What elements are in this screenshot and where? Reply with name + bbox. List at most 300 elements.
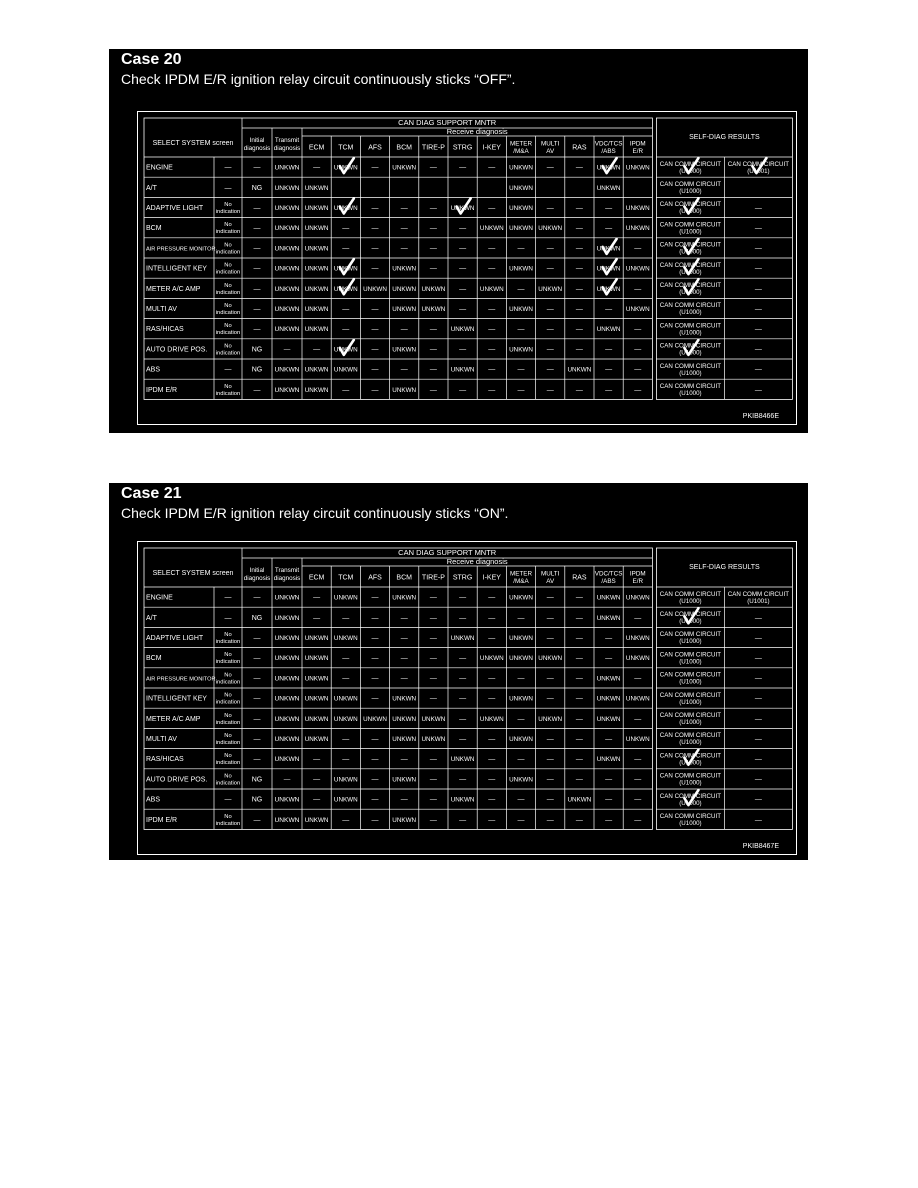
receive-diagnosis-value: — xyxy=(488,635,496,642)
transmit-diagnosis-value: UNKWN xyxy=(274,675,300,683)
system-name: METER A/C AMP xyxy=(146,715,201,723)
system-name: RAS/HICAS xyxy=(146,326,184,334)
receive-diagnosis-value: — xyxy=(546,796,554,804)
self-diag-result: CAN COMM CIRCUIT xyxy=(659,201,721,209)
receive-diagnosis-value: UNKWN xyxy=(392,776,417,784)
self-diag-result: (U1000) xyxy=(679,248,702,256)
no-indication-label: — xyxy=(224,164,232,172)
self-diag-result: CAN COMM CIRCUIT xyxy=(659,261,721,269)
no-indication-label: No xyxy=(224,712,232,719)
receive-diagnosis-value: UNKWN xyxy=(596,756,621,764)
receive-diagnosis-value: — xyxy=(371,245,379,253)
transmit-diagnosis-header: diagnosis xyxy=(273,575,301,583)
receive-column-header: METER xyxy=(509,140,533,148)
initial-diagnosis-value: — xyxy=(253,655,261,663)
receive-diagnosis-value: — xyxy=(371,776,379,784)
receive-diagnosis-value: — xyxy=(429,245,437,253)
self-diag-result: CAN COMM CIRCUIT xyxy=(659,590,721,598)
receive-diagnosis-value: UNKWN xyxy=(333,635,358,642)
receive-diagnosis-value: — xyxy=(313,164,321,172)
receive-diagnosis-value: UNKWN xyxy=(596,326,621,334)
receive-diagnosis-value: UNKWN xyxy=(363,715,387,723)
receive-diagnosis-value: — xyxy=(517,326,525,334)
receive-diagnosis-value: — xyxy=(575,245,583,253)
receive-diagnosis-value: — xyxy=(546,346,554,354)
receive-diagnosis-value: — xyxy=(429,635,437,642)
system-name: METER A/C AMP xyxy=(146,285,201,293)
receive-diagnosis-value: — xyxy=(575,594,583,602)
receive-diagnosis-value: — xyxy=(459,695,467,703)
receive-diagnosis-value: UNKWN xyxy=(479,225,504,233)
receive-diagnosis-value: — xyxy=(575,326,583,334)
no-indication-label: No xyxy=(224,733,232,740)
receive-diagnosis-value: — xyxy=(371,756,379,764)
receive-diagnosis-value: — xyxy=(459,346,467,354)
initial-diagnosis-value: NG xyxy=(251,614,263,622)
self-diag-result: — xyxy=(754,285,762,293)
receive-diagnosis-value: — xyxy=(371,816,379,824)
receive-diagnosis-value: — xyxy=(371,306,379,313)
receive-diagnosis-value: — xyxy=(575,756,583,764)
receive-diagnosis-value: — xyxy=(342,655,350,663)
system-name: INTELLIGENT KEY xyxy=(146,695,207,703)
no-indication-label: — xyxy=(224,594,232,602)
self-diag-result: CAN COMM CIRCUIT xyxy=(659,160,721,168)
receive-diagnosis-value: — xyxy=(342,756,350,764)
receive-column-header: BCM xyxy=(396,144,412,152)
receive-diagnosis-value: — xyxy=(488,245,496,253)
self-diag-result: — xyxy=(754,366,762,374)
receive-diagnosis-value: — xyxy=(459,736,467,743)
no-indication-label: indication xyxy=(215,209,241,216)
receive-diagnosis-value: — xyxy=(429,675,437,683)
receive-diagnosis-value: UNKWN xyxy=(333,265,358,273)
receive-diagnosis-value: UNKWN xyxy=(333,796,358,804)
receive-diagnosis-value: — xyxy=(400,796,408,804)
select-system-header: SELECT SYSTEM screen xyxy=(152,570,234,577)
system-name: AUTO DRIVE POS. xyxy=(146,346,208,354)
initial-diagnosis-value: — xyxy=(253,635,261,642)
initial-diagnosis-value: — xyxy=(253,306,261,313)
self-diag-result: CAN COMM CIRCUIT xyxy=(727,590,789,598)
initial-diagnosis-value: — xyxy=(253,265,261,273)
receive-diagnosis-value: — xyxy=(575,655,583,663)
receive-diagnosis-value: — xyxy=(488,306,496,313)
no-indication-label: No xyxy=(224,753,232,760)
receive-diagnosis-value: — xyxy=(546,265,554,273)
receive-diagnosis-value: — xyxy=(342,386,350,394)
receive-diagnosis-value: — xyxy=(342,675,350,683)
receive-diagnosis-value: — xyxy=(342,614,350,622)
receive-diagnosis-value: UNKWN xyxy=(392,594,417,602)
receive-diagnosis-value: — xyxy=(634,366,642,374)
receive-diagnosis-value: — xyxy=(371,326,379,334)
system-name: BCM xyxy=(146,655,162,663)
self-diag-result: (U1000) xyxy=(679,389,702,397)
receive-diagnosis-value: — xyxy=(517,715,525,723)
receive-diagnosis-value: — xyxy=(371,635,379,642)
receive-diagnosis-value: UNKWN xyxy=(625,635,650,642)
receive-diagnosis-value: UNKWN xyxy=(304,265,329,273)
system-name: A/T xyxy=(146,184,157,192)
receive-diagnosis-value: — xyxy=(634,346,642,354)
system-name: AUTO DRIVE POS. xyxy=(146,776,208,784)
self-diag-result: CAN COMM CIRCUIT xyxy=(659,711,721,719)
system-name: BCM xyxy=(146,225,162,233)
self-diag-result: — xyxy=(754,326,762,334)
no-indication-label: No xyxy=(224,383,232,390)
self-diag-result: CAN COMM CIRCUIT xyxy=(659,691,721,699)
receive-diagnosis-value: — xyxy=(605,306,613,313)
receive-diagnosis-value: UNKWN xyxy=(304,386,329,394)
self-diag-result: — xyxy=(754,715,762,723)
initial-diagnosis-header: diagnosis xyxy=(243,145,271,153)
no-indication-label: No xyxy=(224,262,232,269)
receive-diagnosis-value: UNKWN xyxy=(509,655,533,663)
no-indication-label: indication xyxy=(215,310,241,317)
receive-diagnosis-value: — xyxy=(546,594,554,602)
no-indication-label: No xyxy=(224,652,232,659)
system-name: MULTI AV xyxy=(146,306,177,313)
receive-diagnosis-value: — xyxy=(429,366,437,374)
self-diag-result: CAN COMM CIRCUIT xyxy=(659,322,721,330)
receive-diagnosis-value: — xyxy=(488,796,496,804)
receive-diagnosis-value: UNKWN xyxy=(392,816,417,824)
receive-diagnosis-value: UNKWN xyxy=(392,265,417,273)
receive-column-header: /M&A xyxy=(513,147,529,155)
no-indication-label: indication xyxy=(215,659,241,666)
receive-diagnosis-value: UNKWN xyxy=(509,225,533,233)
receive-diagnosis-value: UNKWN xyxy=(421,736,446,743)
receive-column-header: ECM xyxy=(308,574,325,582)
receive-diagnosis-value: — xyxy=(459,265,467,273)
receive-diagnosis-value: — xyxy=(517,245,525,253)
receive-diagnosis-value: — xyxy=(575,614,583,622)
transmit-diagnosis-header: diagnosis xyxy=(273,145,301,153)
receive-diagnosis-value: UNKWN xyxy=(304,366,329,374)
receive-diagnosis-value: — xyxy=(429,655,437,663)
self-diag-result: — xyxy=(754,695,762,703)
receive-column-header: E/R xyxy=(632,577,644,585)
receive-diagnosis-value: — xyxy=(313,594,321,602)
receive-diagnosis-value: — xyxy=(459,655,467,663)
self-diag-result: CAN COMM CIRCUIT xyxy=(659,671,721,679)
can-diag-header: CAN DIAG SUPPORT MNTR xyxy=(398,118,497,127)
initial-diagnosis-header: diagnosis xyxy=(243,575,271,583)
initial-diagnosis-value: — xyxy=(253,594,261,602)
receive-diagnosis-value: — xyxy=(546,306,554,313)
can-diag-screen xyxy=(137,541,797,855)
transmit-diagnosis-header: Transmit xyxy=(274,137,300,145)
self-diag-result: CAN COMM CIRCUIT xyxy=(659,772,721,780)
receive-diagnosis-header: Receive diagnosis xyxy=(446,127,508,136)
receive-diagnosis-value: UNKWN xyxy=(596,245,621,253)
receive-diagnosis-value: UNKWN xyxy=(421,715,446,723)
receive-diagnosis-value: UNKWN xyxy=(392,736,417,743)
receive-diagnosis-value: — xyxy=(575,715,583,723)
initial-diagnosis-value: — xyxy=(253,164,261,172)
receive-diagnosis-value: — xyxy=(605,796,613,804)
receive-diagnosis-value: — xyxy=(459,386,467,394)
receive-diagnosis-value: — xyxy=(371,736,379,743)
receive-diagnosis-value: — xyxy=(459,164,467,172)
receive-diagnosis-value: — xyxy=(429,205,437,212)
receive-diagnosis-value: UNKWN xyxy=(450,635,475,642)
transmit-diagnosis-value: UNKWN xyxy=(274,614,300,622)
receive-diagnosis-value: UNKWN xyxy=(333,695,358,703)
receive-diagnosis-value: — xyxy=(429,614,437,622)
receive-column-header: AV xyxy=(546,577,555,585)
initial-diagnosis-value: NG xyxy=(251,346,263,354)
receive-column-header: AFS xyxy=(368,574,382,582)
self-diag-header: SELF-DIAG RESULTS xyxy=(689,564,760,571)
receive-diagnosis-value: — xyxy=(546,816,554,824)
receive-diagnosis-value: — xyxy=(546,205,554,212)
receive-column-header: RAS xyxy=(572,574,587,582)
receive-diagnosis-value: — xyxy=(634,326,642,334)
receive-diagnosis-value: — xyxy=(634,756,642,764)
no-indication-label: indication xyxy=(215,350,241,357)
receive-diagnosis-value: — xyxy=(488,816,496,824)
self-diag-result: (U1001) xyxy=(747,167,770,175)
receive-diagnosis-value: — xyxy=(429,265,437,273)
case-description: Check IPDM E/R ignition relay circuit continuously sticks “ON”. xyxy=(121,505,509,521)
receive-diagnosis-value: UNKWN xyxy=(509,306,533,313)
receive-diagnosis-value: — xyxy=(575,386,583,394)
receive-diagnosis-value: — xyxy=(546,756,554,764)
receive-diagnosis-value: — xyxy=(313,346,321,354)
receive-diagnosis-value: — xyxy=(546,776,554,784)
receive-diagnosis-value: — xyxy=(342,225,350,233)
receive-diagnosis-value: — xyxy=(313,756,321,764)
select-system-header: SELECT SYSTEM screen xyxy=(152,140,234,147)
receive-column-header: STRG xyxy=(452,144,473,152)
can-diag-table xyxy=(138,542,796,854)
receive-diagnosis-value: UNKWN xyxy=(392,695,417,703)
transmit-diagnosis-value: UNKWN xyxy=(274,205,300,212)
receive-diagnosis-value: — xyxy=(634,614,642,622)
receive-diagnosis-value: UNKWN xyxy=(333,594,358,602)
no-indication-label: indication xyxy=(215,760,241,767)
receive-diagnosis-value: — xyxy=(605,816,613,824)
initial-diagnosis-value: NG xyxy=(251,776,263,784)
receive-diagnosis-value: — xyxy=(400,614,408,622)
initial-diagnosis-value: — xyxy=(253,715,261,723)
self-diag-result: — xyxy=(754,675,762,683)
initial-diagnosis-value: — xyxy=(253,675,261,683)
system-name: AIR PRESSURE MONITOR xyxy=(146,246,216,253)
receive-column-header: ECM xyxy=(308,144,325,152)
receive-diagnosis-value: UNKWN xyxy=(450,756,475,764)
receive-diagnosis-value: UNKWN xyxy=(596,715,621,723)
receive-diagnosis-value: — xyxy=(634,386,642,394)
receive-diagnosis-value: UNKWN xyxy=(567,366,592,374)
transmit-diagnosis-value: UNKWN xyxy=(274,736,300,743)
system-name: ENGINE xyxy=(146,594,173,602)
receive-diagnosis-value: — xyxy=(546,695,554,703)
receive-diagnosis-value: — xyxy=(575,346,583,354)
receive-diagnosis-value: UNKWN xyxy=(596,285,621,293)
case-description: Check IPDM E/R ignition relay circuit continuously sticks “OFF”. xyxy=(121,71,516,87)
receive-diagnosis-value: — xyxy=(546,245,554,253)
self-diag-result: (U1000) xyxy=(679,288,702,296)
receive-column-header: I-KEY xyxy=(482,144,501,152)
receive-diagnosis-value: — xyxy=(546,386,554,394)
receive-diagnosis-value: — xyxy=(546,736,554,743)
receive-diagnosis-value: — xyxy=(400,366,408,374)
receive-diagnosis-value: UNKWN xyxy=(304,245,329,253)
self-diag-result: — xyxy=(754,776,762,784)
self-diag-result: (U1000) xyxy=(679,329,702,337)
self-diag-result: CAN COMM CIRCUIT xyxy=(659,342,721,350)
no-indication-label: indication xyxy=(215,679,241,686)
receive-diagnosis-value: — xyxy=(546,366,554,374)
receive-diagnosis-value: — xyxy=(371,594,379,602)
can-diag-screen xyxy=(137,111,797,425)
receive-diagnosis-value: — xyxy=(634,245,642,253)
receive-diagnosis-value: — xyxy=(488,614,496,622)
receive-diagnosis-value: UNKWN xyxy=(509,594,533,602)
no-indication-label: indication xyxy=(215,740,241,747)
self-diag-result: — xyxy=(754,614,762,622)
self-diag-result: (U1000) xyxy=(679,167,702,175)
receive-diagnosis-value: — xyxy=(313,776,321,784)
receive-diagnosis-value: — xyxy=(459,306,467,313)
receive-diagnosis-value: UNKWN xyxy=(392,715,417,723)
self-diag-result: (U1000) xyxy=(679,698,702,706)
receive-column-header: METER xyxy=(509,570,533,578)
no-indication-label: No xyxy=(224,303,232,310)
receive-diagnosis-value: — xyxy=(517,366,525,374)
receive-diagnosis-value: UNKWN xyxy=(304,225,329,233)
receive-diagnosis-value: — xyxy=(575,816,583,824)
receive-diagnosis-value: — xyxy=(605,205,613,212)
self-diag-result: (U1000) xyxy=(679,739,702,747)
no-indication-label: — xyxy=(224,184,232,192)
receive-diagnosis-value: — xyxy=(488,164,496,172)
initial-diagnosis-value: NG xyxy=(251,796,263,804)
receive-diagnosis-value: UNKWN xyxy=(333,164,358,172)
receive-diagnosis-value: — xyxy=(575,776,583,784)
system-name: ENGINE xyxy=(146,164,173,172)
self-diag-result: — xyxy=(754,796,762,804)
no-indication-label: indication xyxy=(215,639,241,646)
initial-diagnosis-value: — xyxy=(253,386,261,394)
receive-diagnosis-value: UNKWN xyxy=(567,796,592,804)
receive-diagnosis-value: UNKWN xyxy=(333,346,358,354)
receive-column-header: MULTI xyxy=(540,570,560,578)
receive-diagnosis-value: UNKWN xyxy=(509,695,533,703)
receive-diagnosis-value: UNKWN xyxy=(509,205,533,212)
receive-diagnosis-value: UNKWN xyxy=(304,205,329,212)
no-indication-label: No xyxy=(224,672,232,679)
self-diag-result: — xyxy=(754,204,762,212)
receive-diagnosis-value: — xyxy=(459,715,467,723)
self-diag-result: CAN COMM CIRCUIT xyxy=(659,221,721,229)
receive-diagnosis-value: — xyxy=(605,655,613,663)
no-indication-label: No xyxy=(224,242,232,249)
receive-column-header: TCM xyxy=(338,574,354,582)
transmit-diagnosis-value: UNKWN xyxy=(274,164,300,172)
receive-diagnosis-value: — xyxy=(634,715,642,723)
self-diag-result: CAN COMM CIRCUIT xyxy=(659,281,721,289)
receive-diagnosis-value: UNKWN xyxy=(304,675,329,683)
receive-diagnosis-value: — xyxy=(459,245,467,253)
figure-code: PKIB8467E xyxy=(742,843,779,850)
receive-diagnosis-value: UNKWN xyxy=(509,184,533,192)
receive-diagnosis-value: — xyxy=(429,386,437,394)
receive-diagnosis-value: — xyxy=(517,796,525,804)
receive-diagnosis-value: UNKWN xyxy=(509,164,533,172)
receive-diagnosis-value: UNKWN xyxy=(392,386,417,394)
self-diag-result: CAN COMM CIRCUIT xyxy=(659,631,721,639)
receive-diagnosis-value: — xyxy=(371,164,379,172)
receive-diagnosis-value: — xyxy=(459,285,467,293)
receive-diagnosis-value: UNKWN xyxy=(625,306,650,313)
receive-diagnosis-value: — xyxy=(605,776,613,784)
receive-diagnosis-value: — xyxy=(546,635,554,642)
initial-diagnosis-value: — xyxy=(253,756,261,764)
system-name: MULTI AV xyxy=(146,736,177,743)
no-indication-label: No xyxy=(224,343,232,350)
receive-diagnosis-value: UNKWN xyxy=(392,346,417,354)
receive-diagnosis-value: UNKWN xyxy=(450,326,475,334)
initial-diagnosis-value: — xyxy=(253,245,261,253)
self-diag-result: CAN COMM CIRCUIT xyxy=(659,382,721,390)
receive-diagnosis-value: — xyxy=(313,796,321,804)
receive-diagnosis-value: — xyxy=(634,285,642,293)
initial-diagnosis-value: — xyxy=(253,695,261,703)
self-diag-result: (U1001) xyxy=(747,597,770,605)
receive-diagnosis-value: UNKWN xyxy=(538,655,563,663)
case-panel xyxy=(109,49,808,433)
receive-diagnosis-value: UNKWN xyxy=(304,736,329,743)
self-diag-result: — xyxy=(754,386,762,394)
self-diag-result: (U1000) xyxy=(679,349,702,357)
receive-diagnosis-value: — xyxy=(517,675,525,683)
no-indication-label: — xyxy=(224,796,232,804)
receive-diagnosis-value: UNKWN xyxy=(363,285,387,293)
receive-diagnosis-value: — xyxy=(488,594,496,602)
receive-diagnosis-value: UNKWN xyxy=(625,594,650,602)
self-diag-result: CAN COMM CIRCUIT xyxy=(727,160,789,168)
receive-column-header: TCM xyxy=(338,144,354,152)
initial-diagnosis-value: — xyxy=(253,326,261,334)
self-diag-result: (U1000) xyxy=(679,759,702,767)
system-name: ABS xyxy=(146,796,161,804)
can-diag-table xyxy=(138,112,796,424)
receive-diagnosis-value: — xyxy=(517,386,525,394)
receive-diagnosis-value: UNKWN xyxy=(450,205,475,212)
receive-diagnosis-value: UNKWN xyxy=(392,306,417,313)
receive-diagnosis-value: — xyxy=(488,326,496,334)
self-diag-result: — xyxy=(754,816,762,824)
no-indication-label: No xyxy=(224,773,232,780)
system-name: IPDM E/R xyxy=(146,816,178,824)
receive-diagnosis-value: — xyxy=(575,205,583,212)
can-diag-header: CAN DIAG SUPPORT MNTR xyxy=(398,548,497,557)
receive-diagnosis-value: UNKWN xyxy=(304,635,329,642)
receive-diagnosis-value: — xyxy=(342,736,350,743)
receive-diagnosis-value: UNKWN xyxy=(479,715,504,723)
no-indication-label: No xyxy=(224,222,232,229)
receive-diagnosis-value: — xyxy=(575,675,583,683)
initial-diagnosis-value: — xyxy=(253,225,261,233)
receive-column-header: /M&A xyxy=(513,577,529,585)
transmit-diagnosis-value: UNKWN xyxy=(274,184,300,192)
receive-diagnosis-value: — xyxy=(371,265,379,273)
transmit-diagnosis-value: UNKWN xyxy=(274,245,300,253)
